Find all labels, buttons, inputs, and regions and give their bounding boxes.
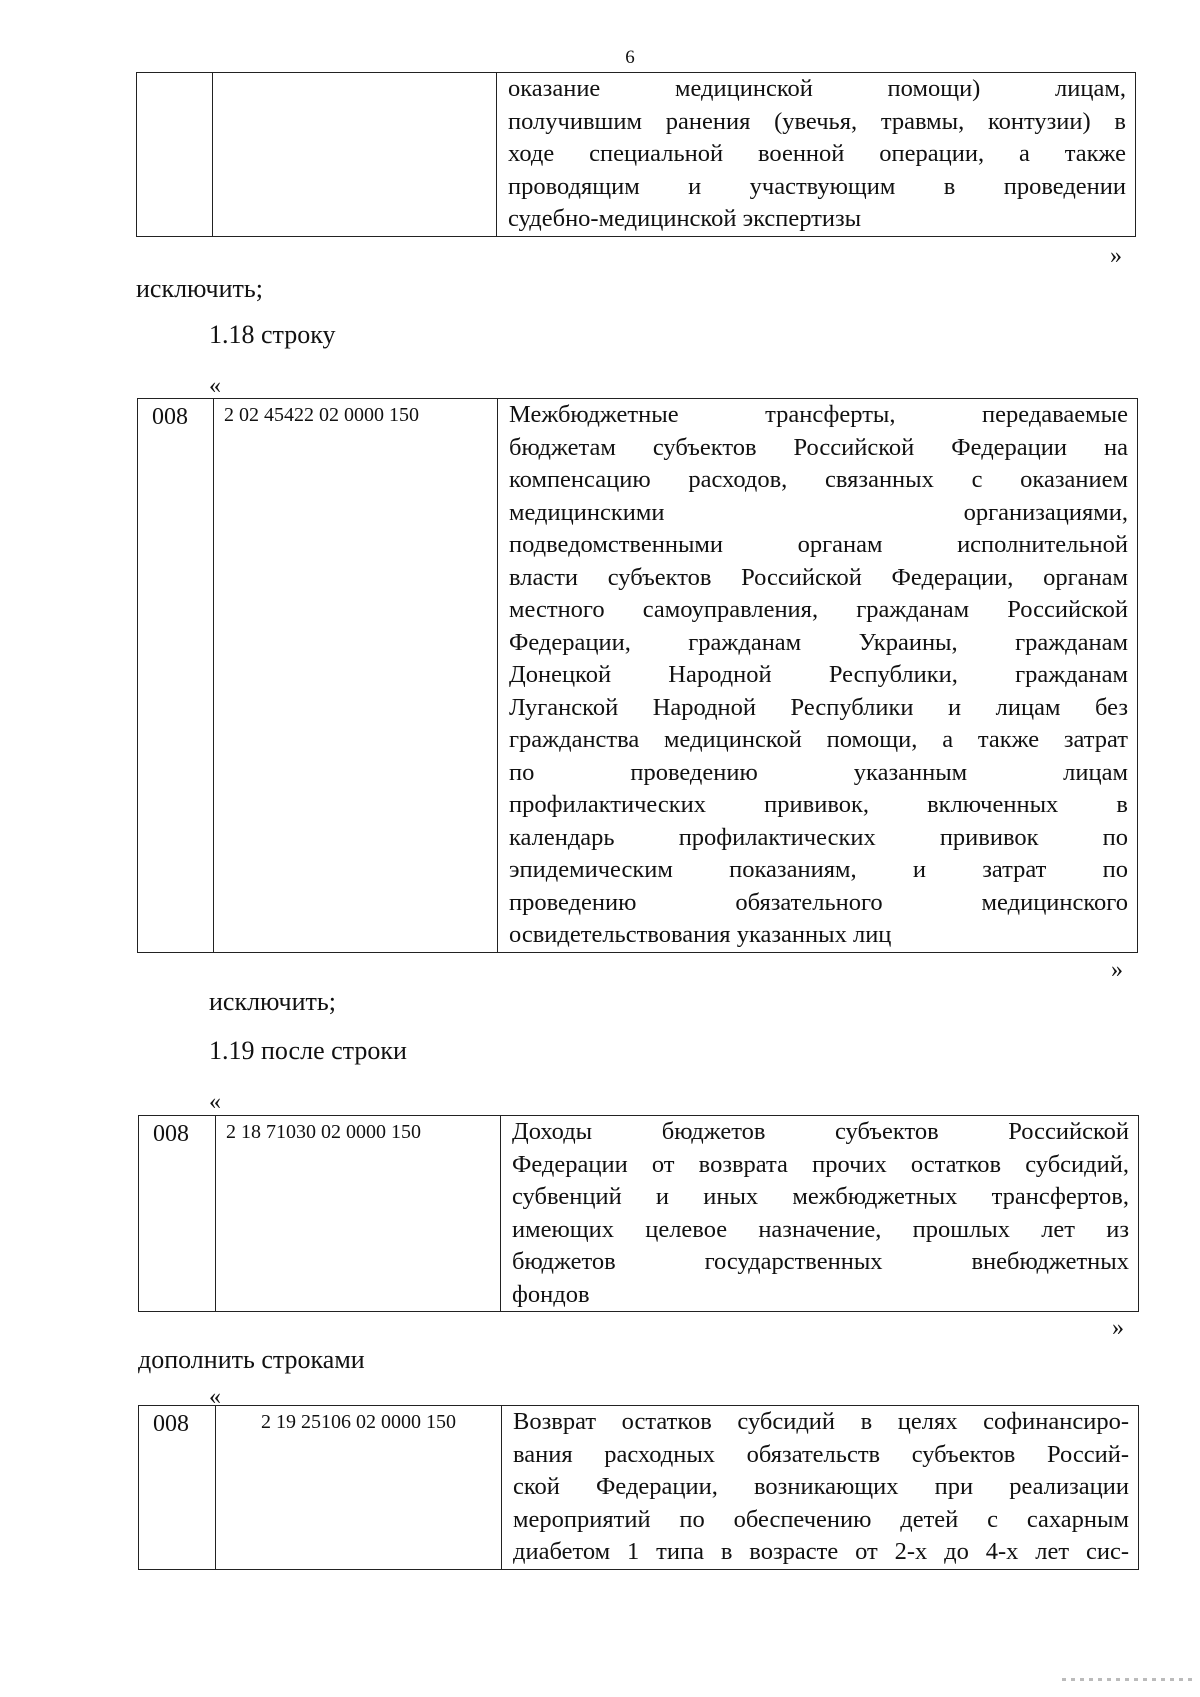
open-quote: « [209, 373, 221, 399]
description-line: календарь профилактических прививок по [509, 823, 1128, 851]
description-line: ходе специальной военной операции, а также [508, 140, 1126, 167]
description-line: диабетом 1 типа в возрасте от 2-х до 4-х лет сис- [513, 1538, 1129, 1565]
row-description [502, 1406, 1139, 1570]
row-kbk: 2 02 45422 02 0000 150 [214, 399, 498, 953]
description-line: власти субъектов Российской Федерации, органам [509, 563, 1128, 591]
description-line: Доходы бюджетов субъектов Российской [512, 1118, 1129, 1145]
page-number: 6 [625, 47, 635, 68]
description-line: Межбюджетные трансферты, передаваемые [509, 401, 1128, 428]
description-line: ской Федерации, возникающих при реализации [513, 1473, 1129, 1500]
row-kbk [213, 73, 497, 237]
close-quote: » [1111, 957, 1123, 983]
description-line: освидетельствования указанных лиц [509, 921, 892, 948]
open-quote: « [209, 1384, 221, 1410]
description-line: Луганской Народной Республики и лицам без [509, 693, 1128, 721]
description-line: проводящим и участвующим в проведении [508, 172, 1126, 200]
table-row-block2 [137, 398, 1138, 953]
description-line: Федерации, гражданам Украины, гражданам [509, 628, 1128, 656]
description-line: Донецкой Народной Республики, гражданам [509, 661, 1128, 688]
description-line: имеющих целевое назначение, прошлых лет из [512, 1215, 1129, 1243]
instruction-exclude: исключить; [136, 274, 263, 303]
description-line: компенсацию расходов, связанных с оказанием [509, 466, 1128, 493]
item-heading-1-18: 1.18 строку [209, 320, 336, 349]
row-description [501, 1116, 1139, 1312]
instruction-exclude: исключить; [209, 987, 336, 1016]
row-kbk: 2 18 71030 02 0000 150 [216, 1116, 501, 1312]
description-line: Возврат остатков субсидий в целях софинансиро- [513, 1408, 1129, 1435]
description-line: бюджетов государственных внебюджетных [512, 1248, 1129, 1275]
close-quote: » [1112, 1315, 1124, 1341]
description-line: гражданства медицинской помощи, а также затрат [509, 726, 1128, 753]
description-line: местного самоуправления, гражданам Российской [509, 596, 1128, 623]
row-kbk: 2 19 25106 02 0000 150 [216, 1406, 502, 1570]
description-line: мероприятий по обеспечению детей с сахарным [513, 1505, 1129, 1533]
description-line: оказание медицинской помощи) лицам, [508, 75, 1126, 102]
table-row-block1 [136, 72, 1136, 237]
table-row-block4 [138, 1405, 1139, 1570]
row-description [497, 73, 1136, 237]
instruction-add-rows: дополнить строками [138, 1345, 365, 1374]
description-line: по проведению указанным лицам [509, 758, 1128, 786]
close-quote: » [1110, 243, 1122, 269]
description-line: медицинскими организациями, [509, 498, 1128, 526]
description-line: получившим ранения (увечья, травмы, контузии) в [508, 107, 1126, 135]
row-code: 008 [138, 399, 214, 953]
table-row-block3 [138, 1115, 1139, 1312]
open-quote: « [209, 1089, 221, 1115]
description-line: вания расходных обязательств субъектов Россий- [513, 1440, 1129, 1468]
description-line: субвенций и иных межбюджетных трансфертов, [512, 1183, 1129, 1210]
description-line: судебно-медицинской экспертизы [508, 205, 862, 232]
description-line: Федерации от возврата прочих остатков субсидий, [512, 1150, 1129, 1178]
description-line: подведомственными органам исполнительной [509, 531, 1128, 558]
item-heading-1-19: 1.19 после строки [209, 1036, 407, 1065]
description-line: эпидемическим показаниям, и затрат по [509, 856, 1128, 883]
row-code: 008 [139, 1406, 216, 1570]
row-code: 008 [139, 1116, 216, 1312]
description-line: профилактических прививок, включенных в [509, 791, 1128, 818]
row-description [498, 399, 1138, 953]
scan-artifact [1062, 1678, 1192, 1681]
description-line: проведению обязательного медицинского [509, 888, 1128, 916]
description-line: бюджетам субъектов Российской Федерации на [509, 433, 1128, 461]
description-line: фондов [512, 1280, 590, 1308]
row-code [137, 73, 213, 237]
